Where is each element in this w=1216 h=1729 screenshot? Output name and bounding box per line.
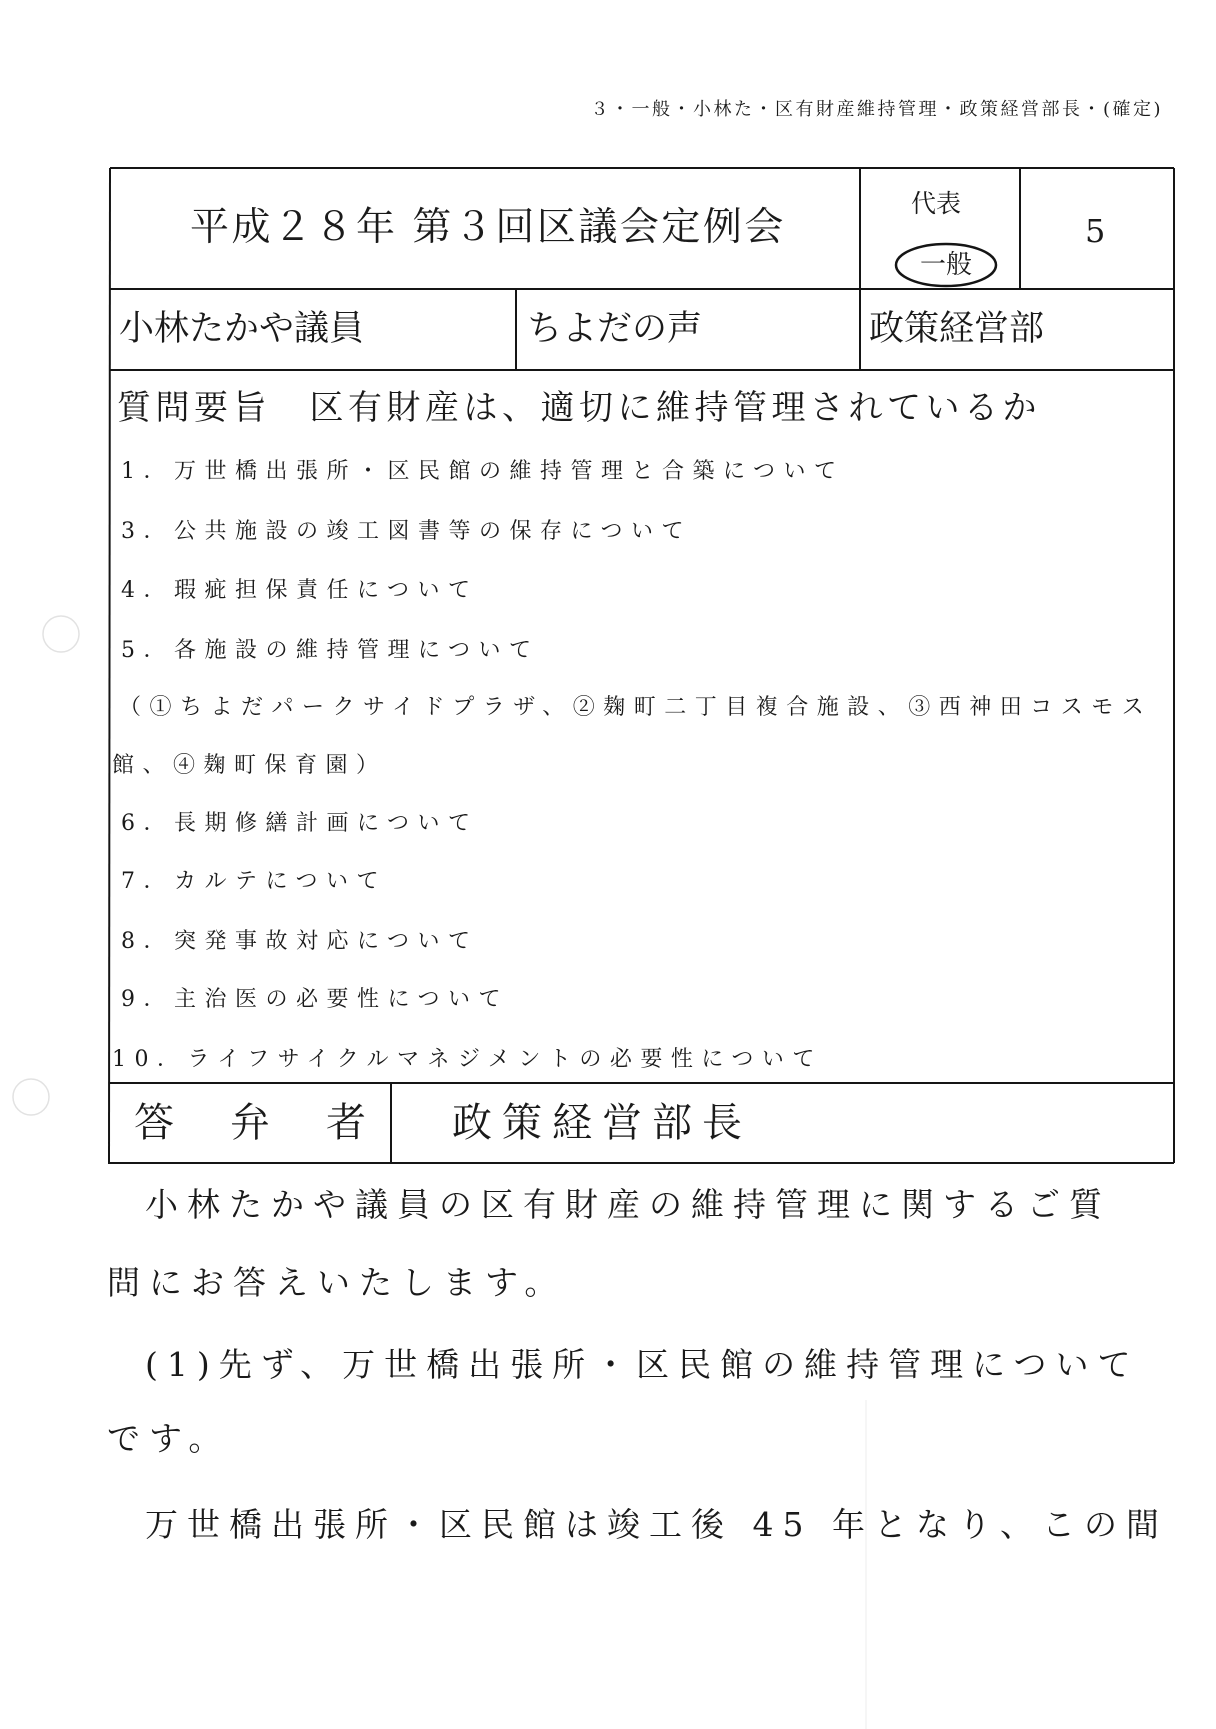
question-item-continuation: （①ちよだパークサイドプラザ、②麹町二丁目複合施設、③西神田コスモス xyxy=(119,695,1153,720)
respondent-label: 答 弁 者 xyxy=(134,1100,374,1146)
punch-hole-upper xyxy=(43,616,79,652)
answer-line: です。 xyxy=(107,1419,231,1458)
question-item: 5．各施設の維持管理について xyxy=(121,638,540,663)
answer-line: 万世橋出張所・区民館は竣工後 45 年となり、この間 xyxy=(145,1505,1168,1544)
question-item: 8．突発事故対応について xyxy=(121,929,479,954)
question-item: 9．主治医の必要性について xyxy=(121,987,510,1012)
category-label-general-circled: 一般 xyxy=(920,250,973,280)
question-number: 5 xyxy=(1085,212,1106,250)
question-item-continuation: 館、④麹町保育園） xyxy=(112,753,387,778)
answer-line: (1)先ず、万世橋出張所・区民館の維持管理について xyxy=(145,1345,1140,1384)
party-name: ちよだの声 xyxy=(527,309,703,349)
question-item: 3．公共施設の竣工図書等の保存について xyxy=(121,519,693,544)
answer-line: 問にお答えいたします。 xyxy=(107,1263,567,1302)
question-item: 10．ライフサイクルマネジメントの必要性について xyxy=(112,1047,823,1072)
punch-hole-lower xyxy=(13,1079,49,1115)
table-border-left xyxy=(109,168,110,1163)
question-item: 7．カルテについて xyxy=(121,869,388,894)
question-item: 6．長期修繕計画について xyxy=(121,811,479,836)
respondent-name: 政策経営部長 xyxy=(452,1100,752,1146)
department-name: 政策経営部 xyxy=(869,309,1045,349)
member-name: 小林たかや議員 xyxy=(119,309,365,349)
document-reference-header: ３・一般・小林た・区有財産維持管理・政策経営部長・(確定) xyxy=(590,99,1163,120)
question-item: 4．瑕疵担保責任について xyxy=(121,578,479,603)
category-label-representative: 代表 xyxy=(911,189,962,218)
question-item: 1．万世橋出張所・区民館の維持管理と合築について xyxy=(121,459,845,484)
session-title: 平成２８年 第３回区議会定例会 xyxy=(190,205,786,250)
answer-line: 小林たかや議員の区有財産の維持管理に関するご質 xyxy=(145,1185,1111,1224)
question-summary: 質問要旨 区有財産は、適切に維持管理されているか xyxy=(117,388,1041,428)
